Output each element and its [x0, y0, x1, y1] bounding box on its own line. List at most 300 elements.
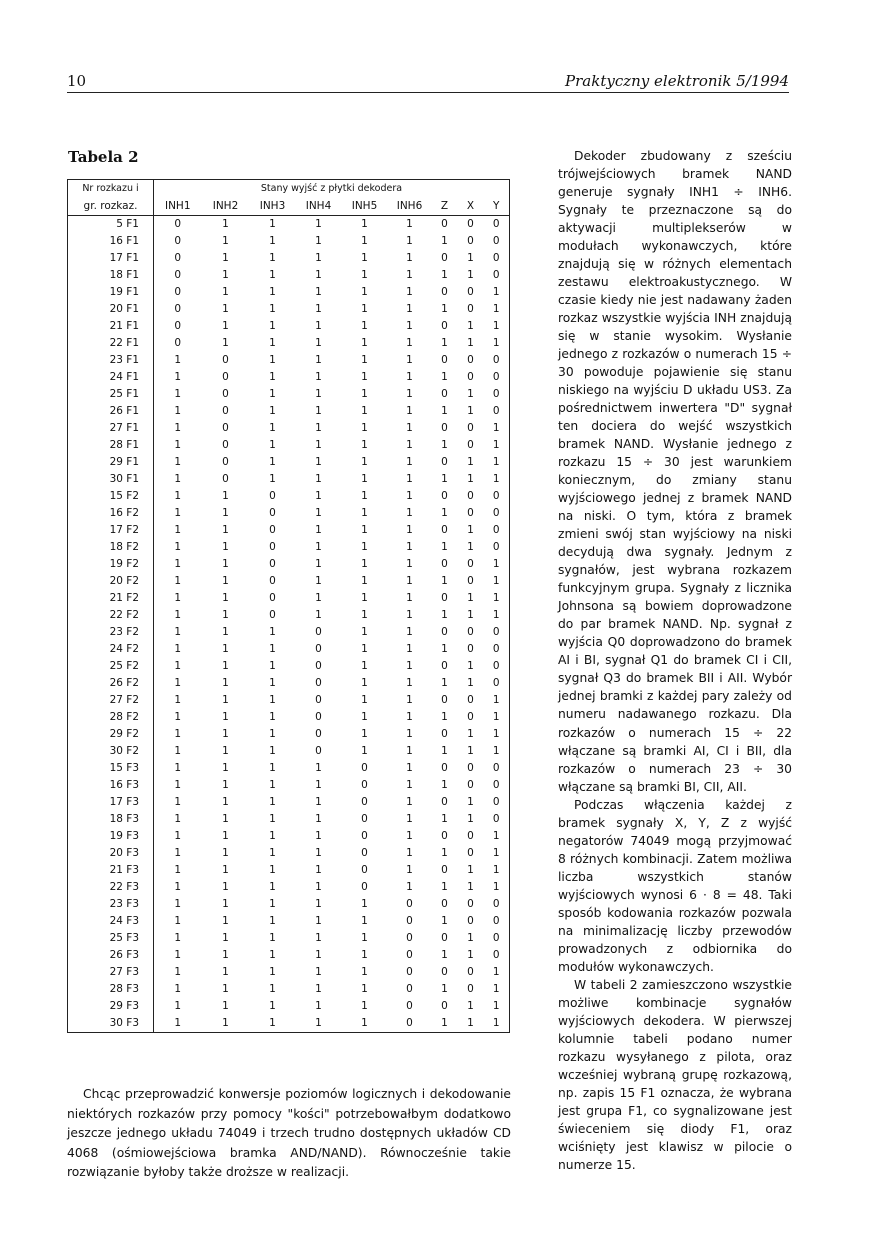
- state-cell: 1: [361, 949, 368, 961]
- table-row: [68, 352, 510, 369]
- state-cell: 1: [361, 558, 368, 570]
- state-cell: 1: [406, 218, 413, 230]
- state-cell: 1: [315, 422, 322, 434]
- table-row: [68, 862, 510, 879]
- right-paragraph: Podczas włączenia każdej z bramek sygnały X, Y, Z z wyjść negatorów 74049 mogą przyjmować 8 różnych kombinacji. Zatem możliwa liczba wszystkich stanów wyjściowych wynosi 6 · 8 = 48. Taki sposób kodowania rozkazów pozwala na minimalizację liczby przewodów prowadzonych z odbiornika do modułów wykonawczych.: [558, 797, 792, 974]
- column-header: INH2: [202, 198, 250, 216]
- state-cell: 1: [441, 303, 448, 315]
- state-cell: 0: [441, 898, 448, 910]
- command-cell: 22 F2: [68, 607, 154, 624]
- state-cell: 0: [441, 558, 448, 570]
- state-cell: 1: [222, 694, 229, 706]
- state-cell: 0: [484, 216, 510, 234]
- state-cell: 0: [315, 745, 322, 757]
- state-cell: 1: [361, 354, 368, 366]
- state-cell: 0: [467, 966, 474, 978]
- state-cell: 0: [315, 643, 322, 655]
- table-row: [68, 760, 510, 777]
- state-cell: 1: [269, 286, 276, 298]
- state-cell: 1: [269, 456, 276, 468]
- state-cell: 1: [406, 235, 413, 247]
- state-cell: 1: [269, 677, 276, 689]
- state-cell: 1: [406, 303, 413, 315]
- state-cell: 1: [269, 966, 276, 978]
- state-cell: 1: [406, 507, 413, 519]
- state-cell: 1: [361, 609, 368, 621]
- command-cell: 19 F3: [68, 828, 154, 845]
- state-cell: 1: [174, 439, 182, 451]
- command-cell: 23 F3: [68, 896, 154, 913]
- state-cell: 1: [315, 388, 322, 400]
- state-cell: 1: [269, 626, 276, 638]
- state-cell: 1: [222, 728, 229, 740]
- state-cell: 1: [174, 881, 182, 893]
- state-cell: 1: [315, 558, 322, 570]
- state-cell: 0: [406, 983, 413, 995]
- state-cell: 1: [361, 966, 368, 978]
- state-cell: 0: [174, 269, 182, 281]
- state-cell: 0: [467, 575, 474, 587]
- state-cell: 1: [342, 1015, 388, 1033]
- state-cell: 0: [467, 643, 474, 655]
- state-cell: 1: [315, 779, 322, 791]
- state-cell: 1: [467, 337, 474, 349]
- state-cell: 1: [441, 949, 448, 961]
- command-cell: 21 F1: [68, 318, 154, 335]
- command-cell: 20 F3: [68, 845, 154, 862]
- page-number: 10: [67, 72, 87, 90]
- state-cell: 0: [467, 371, 474, 383]
- state-cell: 1: [406, 473, 413, 485]
- state-cell: 1: [222, 711, 229, 723]
- state-cell: 1: [406, 439, 413, 451]
- state-cell: 0: [269, 541, 276, 553]
- state-cell: 1: [467, 660, 474, 672]
- state-cell: 1: [361, 643, 368, 655]
- state-cell: 1: [441, 745, 448, 757]
- table-row: [68, 454, 510, 471]
- right-column: [558, 147, 792, 1174]
- state-cell: 1: [441, 439, 448, 451]
- state-cell: 1: [269, 983, 276, 995]
- state-cell: 0: [315, 694, 322, 706]
- state-cell: 1: [361, 592, 368, 604]
- state-cell: 1: [315, 456, 322, 468]
- state-cell: 0: [441, 966, 448, 978]
- state-cell: 1: [467, 320, 474, 332]
- state-cell: 1: [315, 983, 322, 995]
- state-cell: 0: [484, 624, 510, 641]
- command-cell: 27 F2: [68, 692, 154, 709]
- state-cell: 1: [222, 218, 229, 230]
- state-cell: 1: [406, 337, 413, 349]
- state-cell: 0: [467, 694, 474, 706]
- state-cell: 1: [467, 881, 474, 893]
- state-cell: 1: [315, 762, 322, 774]
- state-cell: 1: [315, 592, 322, 604]
- state-cell: 0: [467, 983, 474, 995]
- state-cell: 1: [406, 269, 413, 281]
- state-cell: 1: [484, 845, 510, 862]
- magazine-title: Praktyczny elektronik 5/1994: [565, 72, 789, 90]
- command-cell: 15 F2: [68, 488, 154, 505]
- state-cell: 0: [315, 728, 322, 740]
- command-cell: 22 F3: [68, 879, 154, 896]
- state-cell: 1: [269, 762, 276, 774]
- state-cell: 1: [361, 694, 368, 706]
- state-cell: 1: [174, 456, 182, 468]
- state-cell: 1: [315, 303, 322, 315]
- command-cell: 29 F3: [68, 998, 154, 1015]
- state-cell: 1: [315, 405, 322, 417]
- state-cell: 0: [441, 354, 448, 366]
- state-cell: 1: [174, 762, 182, 774]
- state-cell: 1: [269, 371, 276, 383]
- state-cell: 0: [174, 235, 182, 247]
- state-cell: 0: [467, 626, 474, 638]
- state-cell: 1: [315, 796, 322, 808]
- state-cell: 0: [361, 864, 368, 876]
- state-cell: 0: [174, 337, 182, 349]
- state-cell: 0: [174, 303, 182, 315]
- state-cell: 1: [222, 626, 229, 638]
- table-row: [68, 539, 510, 556]
- state-cell: 1: [174, 694, 182, 706]
- table-row: [68, 471, 510, 488]
- state-cell: 1: [174, 371, 182, 383]
- left-paragraph: Chcąc przeprowadzić konwersje poziomów logicznych i dekodowanie niektórych rozkazów przy pomocy "kości" potrzebowałbym dodatkowo jeszcze jednego układu 74049 i trzech trudno dostępnych układów CD 4068 (ośmiowejściowa bramka AND/NAND). Równocześnie takie rozwiązanie byłoby także droższe w realizacji.: [67, 1087, 511, 1179]
- table-row: [68, 522, 510, 539]
- state-cell: 1: [484, 998, 510, 1015]
- state-cell: 1: [458, 1015, 484, 1033]
- state-cell: 0: [269, 592, 276, 604]
- state-cell: 1: [484, 828, 510, 845]
- state-cell: 1: [467, 949, 474, 961]
- state-cell: 1: [441, 473, 448, 485]
- state-cell: 1: [361, 286, 368, 298]
- state-cell: 1: [441, 507, 448, 519]
- table-row: [68, 879, 510, 896]
- state-cell: 1: [174, 524, 182, 536]
- state-cell: 1: [222, 796, 229, 808]
- table-row: [68, 743, 510, 760]
- state-cell: 1: [174, 847, 182, 859]
- state-cell: 1: [315, 235, 322, 247]
- state-cell: 1: [315, 847, 322, 859]
- state-cell: 1: [269, 847, 276, 859]
- state-cell: 1: [406, 320, 413, 332]
- state-cell: 0: [361, 796, 368, 808]
- state-cell: 1: [406, 796, 413, 808]
- table-row: [68, 947, 510, 964]
- command-cell: 27 F3: [68, 964, 154, 981]
- state-cell: 1: [174, 660, 182, 672]
- state-cell: 1: [296, 1015, 342, 1033]
- command-cell: 19 F2: [68, 556, 154, 573]
- column-header: INH4: [296, 198, 342, 216]
- column-header: Y: [484, 198, 510, 216]
- state-cell: 1: [361, 983, 368, 995]
- table-row: [68, 403, 510, 420]
- state-cell: 0: [441, 320, 448, 332]
- state-cell: 1: [467, 796, 474, 808]
- state-cell: 0: [441, 422, 448, 434]
- state-cell: 1: [441, 337, 448, 349]
- state-cell: 1: [361, 711, 368, 723]
- table-row: [68, 607, 510, 624]
- state-cell: 1: [315, 609, 322, 621]
- state-cell: 1: [441, 269, 448, 281]
- state-cell: 1: [406, 541, 413, 553]
- state-cell: 1: [361, 915, 368, 927]
- state-cell: 1: [484, 709, 510, 726]
- state-cell: 1: [174, 983, 182, 995]
- state-cell: 1: [432, 1015, 458, 1033]
- state-cell: 1: [484, 862, 510, 879]
- state-cell: 1: [467, 864, 474, 876]
- state-cell: 1: [484, 607, 510, 624]
- state-cell: 1: [315, 286, 322, 298]
- command-cell: 16 F1: [68, 233, 154, 250]
- state-cell: 1: [406, 728, 413, 740]
- command-cell: 19 F1: [68, 284, 154, 301]
- state-cell: 0: [484, 913, 510, 930]
- right-paragraph: Dekoder zbudowany z sześciu trójwejściowych bramek NAND generuje sygnały INH1 ÷ INH6. Sygnały te przeznaczone są do aktywacji multiplekserów w modułach wykonawczych, które znajdują się w różnych elementach zestawu elektroakustycznego. W czasie kiedy nie jest nadawany żaden rozkaz wszystkie wyjścia INH znajdują się w stanie wysokim. Wysłanie jednego z rozkazów o numerach 15 ÷ 30 powoduje pojawienie się stanu niskiego na wyjściu D układu US3. Za pośrednictwem inwertera "D" sygnał ten dociera do wejść wszystkich bramek NAND. Wysłanie jednego z rozkazu 15 ÷ 30 jest warunkiem koniecznym, do zmiany stanu wyjściowego jednej z bramek NAND na niski. O tym, która z bramek zmieni swój stan wyjściowy na niski decydują dwa sygnały. Jednym z sygnałów, jest wybrana rozkazem funkcyjnym grupa. Sygnały z licznika Johnsona są bowiem doprowadzone do par bramek NAND. Np. sygnał z wyjścia Q0 doprowadzono do bramek AI i BI, sygnał Q1 do bramek CI i CII, sygnał Q3 do bramek BII i AII. Wybór jednej bramki z każdej pary zależy od numeru nadawanego rozkazu. Dla rozkazów o numerach 15 ÷ 22 włączane są bramki AI, CI i BII, dla rozkazów o numerach 23 ÷ 30 włączane są bramki BI, CII, AII.: [558, 149, 792, 794]
- command-cell: 21 F2: [68, 590, 154, 607]
- state-cell: 0: [441, 932, 448, 944]
- state-cell: 1: [269, 354, 276, 366]
- command-cell: 26 F3: [68, 947, 154, 964]
- state-cell: 1: [467, 1000, 474, 1012]
- column-header: INH1: [154, 198, 202, 216]
- state-cell: 0: [467, 762, 474, 774]
- decoder-table: [67, 179, 510, 1033]
- state-cell: 1: [406, 847, 413, 859]
- state-cell: 1: [315, 337, 322, 349]
- state-cell: 1: [484, 301, 510, 318]
- state-cell: 1: [174, 796, 182, 808]
- state-cell: 1: [174, 1000, 182, 1012]
- state-cell: 1: [467, 728, 474, 740]
- table-row: [68, 692, 510, 709]
- state-cell: 0: [361, 830, 368, 842]
- state-cell: 1: [269, 728, 276, 740]
- state-cell: 1: [222, 864, 229, 876]
- state-cell: 0: [174, 218, 182, 230]
- state-cell: 1: [315, 371, 322, 383]
- table-row: [68, 913, 510, 930]
- state-cell: 1: [222, 949, 229, 961]
- state-cell: 1: [174, 813, 182, 825]
- state-cell: 1: [361, 507, 368, 519]
- state-cell: 1: [406, 286, 413, 298]
- state-cell: 1: [269, 320, 276, 332]
- state-cell: 0: [467, 915, 474, 927]
- state-cell: 1: [222, 609, 229, 621]
- table-row: [68, 726, 510, 743]
- command-cell: 22 F1: [68, 335, 154, 352]
- state-cell: 1: [315, 218, 322, 230]
- column-header: INH5: [342, 198, 388, 216]
- state-cell: 1: [406, 881, 413, 893]
- state-cell: 0: [269, 575, 276, 587]
- state-cell: 1: [406, 830, 413, 842]
- state-cell: 1: [484, 573, 510, 590]
- state-cell: 1: [222, 813, 229, 825]
- state-cell: 1: [361, 1000, 368, 1012]
- table-row: [68, 658, 510, 675]
- state-cell: 1: [406, 762, 413, 774]
- state-cell: 1: [269, 813, 276, 825]
- state-cell: 0: [269, 524, 276, 536]
- command-cell: 24 F3: [68, 913, 154, 930]
- command-cell: 17 F1: [68, 250, 154, 267]
- table-row: [68, 998, 510, 1015]
- state-cell: 1: [269, 269, 276, 281]
- state-cell: 0: [441, 524, 448, 536]
- table-row: [68, 267, 510, 284]
- command-cell: 5 F1: [68, 216, 154, 234]
- state-cell: 0: [484, 811, 510, 828]
- state-cell: 1: [315, 269, 322, 281]
- state-cell: 1: [269, 660, 276, 672]
- state-cell: 0: [406, 966, 413, 978]
- table-row: [68, 828, 510, 845]
- state-cell: 0: [222, 405, 229, 417]
- state-cell: 0: [315, 711, 322, 723]
- state-cell: 1: [467, 592, 474, 604]
- state-cell: 1: [222, 643, 229, 655]
- state-cell: 1: [361, 320, 368, 332]
- state-cell: 1: [269, 405, 276, 417]
- state-cell: 0: [441, 626, 448, 638]
- command-cell: 27 F1: [68, 420, 154, 437]
- state-cell: 0: [484, 794, 510, 811]
- state-cell: 0: [441, 252, 448, 264]
- state-cell: 1: [174, 898, 182, 910]
- state-cell: 1: [269, 864, 276, 876]
- table-row: [68, 964, 510, 981]
- state-cell: 1: [467, 541, 474, 553]
- state-cell: 0: [406, 932, 413, 944]
- table-row: [68, 437, 510, 454]
- state-cell: 1: [484, 692, 510, 709]
- group-header: Stany wyjść z płytki dekodera: [154, 180, 510, 199]
- state-cell: 1: [269, 1000, 276, 1012]
- state-cell: 0: [467, 779, 474, 791]
- state-cell: 1: [222, 779, 229, 791]
- state-cell: 0: [484, 760, 510, 777]
- state-cell: 1: [467, 456, 474, 468]
- state-cell: 1: [174, 779, 182, 791]
- state-cell: 0: [269, 507, 276, 519]
- state-cell: 1: [406, 779, 413, 791]
- state-cell: 1: [467, 269, 474, 281]
- state-cell: 1: [269, 711, 276, 723]
- state-cell: 0: [441, 660, 448, 672]
- command-cell: 17 F2: [68, 522, 154, 539]
- state-cell: 0: [222, 371, 229, 383]
- state-cell: 1: [174, 966, 182, 978]
- state-cell: 1: [406, 643, 413, 655]
- state-cell: 1: [406, 813, 413, 825]
- state-cell: 1: [154, 1015, 202, 1033]
- state-cell: 0: [269, 609, 276, 621]
- state-cell: 0: [484, 505, 510, 522]
- state-cell: 1: [484, 726, 510, 743]
- state-cell: 1: [315, 575, 322, 587]
- command-cell: 25 F2: [68, 658, 154, 675]
- state-cell: 0: [484, 369, 510, 386]
- table-row: [68, 573, 510, 590]
- state-cell: 1: [406, 694, 413, 706]
- state-cell: 0: [441, 286, 448, 298]
- table-row: [68, 777, 510, 794]
- table-row: [68, 386, 510, 403]
- state-cell: 1: [361, 473, 368, 485]
- state-cell: 1: [174, 677, 182, 689]
- state-cell: 1: [361, 541, 368, 553]
- command-cell: 25 F1: [68, 386, 154, 403]
- state-cell: 1: [174, 388, 182, 400]
- state-cell: 0: [484, 658, 510, 675]
- state-cell: 1: [174, 949, 182, 961]
- state-cell: 1: [441, 541, 448, 553]
- state-cell: 1: [174, 541, 182, 553]
- state-cell: 1: [441, 847, 448, 859]
- state-cell: 1: [406, 252, 413, 264]
- state-cell: 0: [441, 388, 448, 400]
- state-cell: 1: [315, 932, 322, 944]
- state-cell: 1: [222, 490, 229, 502]
- state-cell: 1: [406, 592, 413, 604]
- table-row: [68, 284, 510, 301]
- state-cell: 0: [174, 286, 182, 298]
- state-cell: 1: [406, 405, 413, 417]
- state-cell: 1: [484, 335, 510, 352]
- state-cell: 1: [269, 949, 276, 961]
- state-cell: 1: [467, 745, 474, 757]
- command-cell: 26 F1: [68, 403, 154, 420]
- state-cell: 1: [441, 711, 448, 723]
- state-cell: 1: [484, 284, 510, 301]
- state-cell: 1: [441, 575, 448, 587]
- command-cell: 24 F2: [68, 641, 154, 658]
- state-cell: 1: [269, 218, 276, 230]
- command-cell: 21 F3: [68, 862, 154, 879]
- table-row: [68, 335, 510, 352]
- state-cell: 1: [361, 490, 368, 502]
- state-cell: 1: [174, 643, 182, 655]
- state-cell: 1: [269, 422, 276, 434]
- command-cell: 17 F3: [68, 794, 154, 811]
- state-cell: 1: [406, 354, 413, 366]
- state-cell: 0: [484, 930, 510, 947]
- table-row: [68, 896, 510, 913]
- state-cell: 1: [174, 507, 182, 519]
- state-cell: 0: [441, 728, 448, 740]
- state-cell: 0: [441, 830, 448, 842]
- state-cell: 0: [361, 847, 368, 859]
- table-row: [68, 1015, 510, 1033]
- state-cell: 0: [467, 898, 474, 910]
- state-cell: 0: [484, 233, 510, 250]
- state-cell: 0: [406, 1000, 413, 1012]
- state-cell: 0: [441, 490, 448, 502]
- state-cell: 1: [467, 677, 474, 689]
- state-cell: 0: [484, 352, 510, 369]
- command-cell: 25 F3: [68, 930, 154, 947]
